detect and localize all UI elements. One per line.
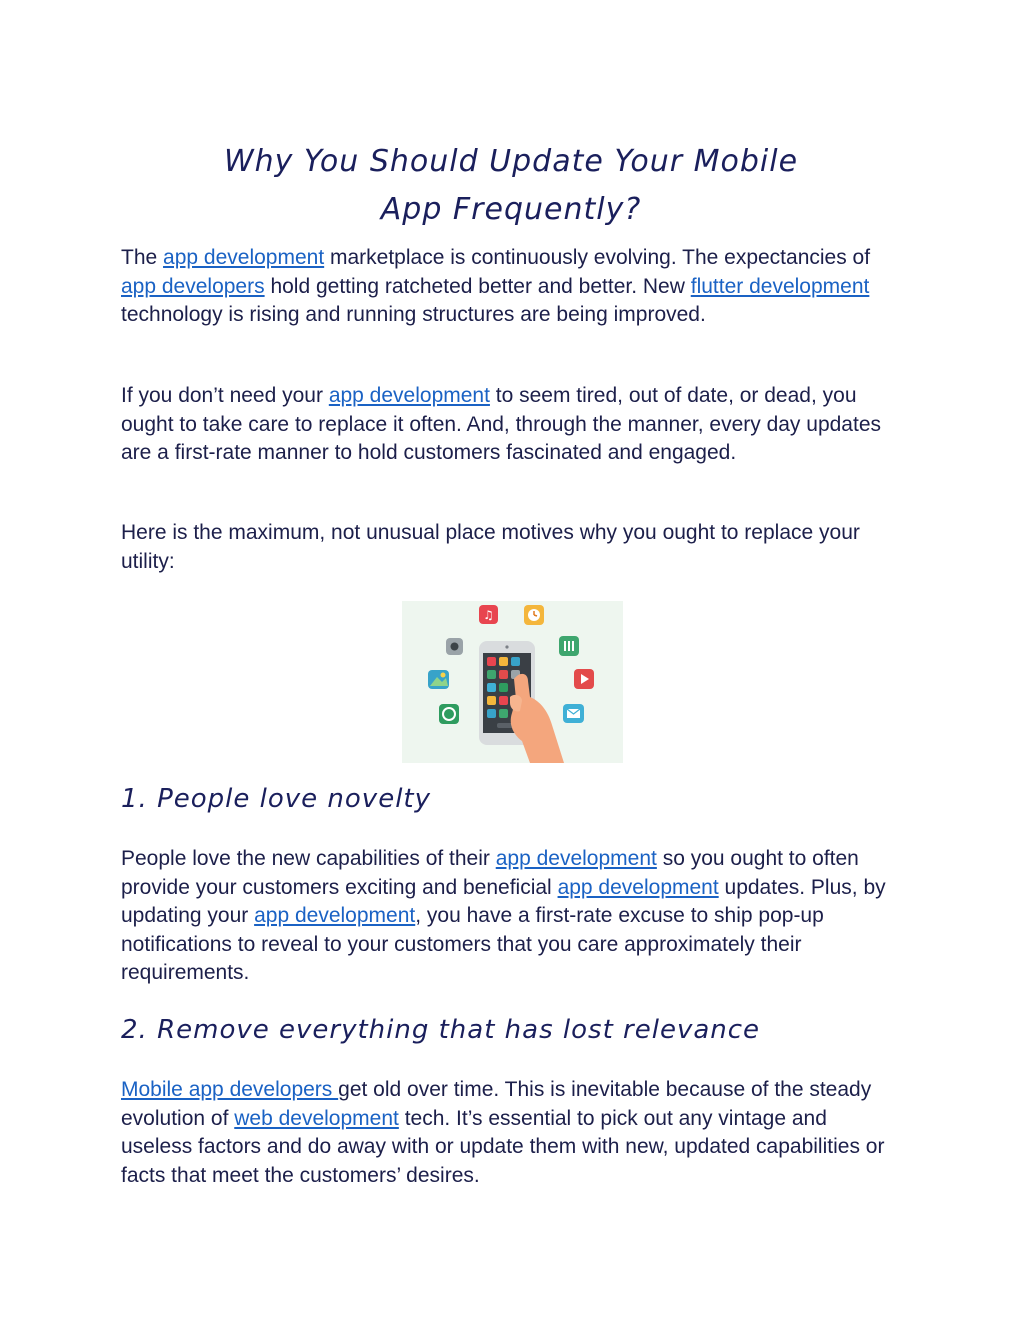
section-2-paragraph (121, 1076, 901, 1190)
app-development-link[interactable]: app development (328, 384, 490, 407)
photos-app-icon (428, 670, 449, 689)
phone-app-icon (439, 704, 459, 724)
text-run: If you don’t need your (121, 384, 329, 407)
section-1-paragraph (121, 845, 901, 988)
video-app-icon (574, 669, 594, 689)
text-run: , you have a first-rate excuse to ship pop-up notifications to reveal to your customers that you care approximately their requirements. (121, 904, 824, 984)
app-development-link[interactable]: app development (557, 875, 719, 899)
camera-app-icon (446, 638, 463, 655)
clock-app-icon (524, 605, 544, 625)
text-run: to seem tired, out of date, or dead, you ought to take care to replace it often. And, through the manner, every day updates are a first-rate manner to hold customers fascinated and engaged. (121, 384, 881, 464)
app-developers-link[interactable]: app developers (121, 274, 265, 298)
mobile-app-developers-link[interactable]: Mobile app developers (121, 1078, 339, 1101)
mail-app-icon (563, 704, 584, 723)
section-2-heading: 2. Remove everything that has lost relevance (121, 1015, 761, 1045)
text-run: People love the new capabilities of their (121, 847, 496, 870)
music-app-icon (479, 605, 498, 624)
app-development-link[interactable]: app development (495, 847, 657, 870)
app-development-link[interactable]: app development (254, 904, 416, 927)
svg-text:♫: ♫ (483, 608, 494, 622)
text-run: technology is rising and running structures are being improved. (121, 303, 706, 326)
maps-app-icon (559, 636, 579, 656)
text-run: Here is the maximum, not unusual place motives why you ought to replace your utility: (121, 521, 860, 573)
text-run: marketplace is continuously evolving. The expectancies of (324, 246, 871, 269)
flutter-development-link[interactable]: flutter development (690, 274, 870, 298)
intro-paragraph-1 (121, 244, 901, 330)
app-development-link[interactable]: app development (163, 246, 325, 269)
text-run: get old over time. This is inevitable because of the steady evolution of (121, 1078, 872, 1130)
text-run: updates. Plus, by updating your (121, 875, 886, 927)
text-run: The (121, 246, 164, 269)
intro-paragraph-3 (121, 519, 901, 576)
mobile-apps-illustration (402, 601, 623, 763)
web-development-link[interactable]: web development (234, 1106, 399, 1130)
section-1-heading: 1. People love novelty (121, 784, 431, 814)
text-run: hold getting ratcheted better and better. New (264, 274, 691, 298)
hand-holding-phone-icon (402, 601, 623, 763)
text-run: tech. It’s essential to pick out any vintage and useless factors and do away with or update them with new, updated capabilities or facts that meet the customers’ desires. (121, 1106, 885, 1187)
text-run: so you ought to often provide your customers exciting and beneficial (121, 847, 859, 899)
title-line-1: Why You Should Update Your Mobile (223, 144, 799, 179)
page-title (121, 138, 901, 234)
intro-paragraph-2 (121, 382, 901, 468)
title-line-2: App Frequently? (380, 192, 642, 227)
